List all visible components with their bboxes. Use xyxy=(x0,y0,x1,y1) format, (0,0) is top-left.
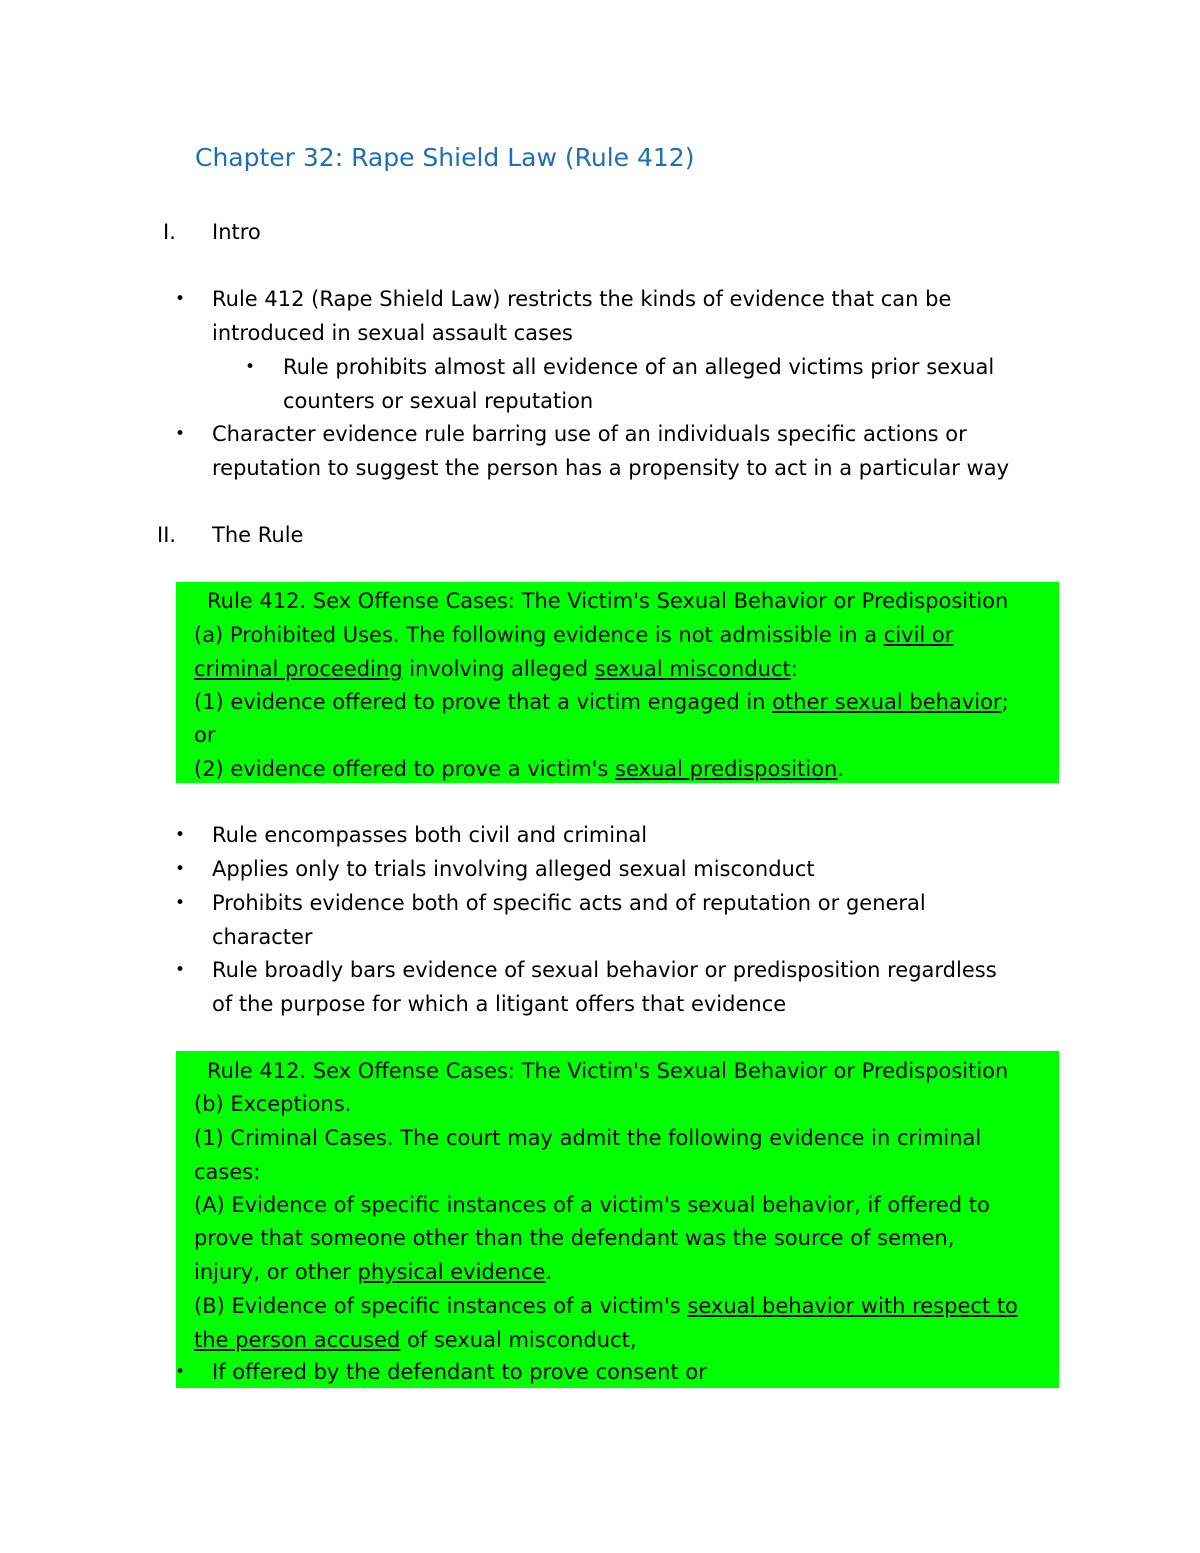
box2-line-8: (B) Evidence of specific instances of a victim's sexual behavior with respect to xyxy=(194,1294,1018,1318)
rule-bullet-1: Rule encompasses both civil and criminal xyxy=(212,823,648,847)
box1-heading: Rule 412. Sex Offense Cases: The Victim's Sexual Behavior or Predisposition xyxy=(207,589,1009,613)
section-heading-intro: Intro xyxy=(212,220,261,244)
intro-bullet-1-line-1: Rule 412 (Rape Shield Law) restricts the kinds of evidence that can be xyxy=(212,287,952,311)
bullet-icon: • xyxy=(175,893,186,913)
box2-line-9: the person accused of sexual misconduct, xyxy=(194,1328,637,1352)
box2-line-5: (A) Evidence of specific instances of a victim's sexual behavior, if offered to xyxy=(194,1193,990,1217)
box1-line-2: (a) Prohibited Uses. The following evidence is not admissible in a civil or xyxy=(194,623,954,647)
box2-heading: Rule 412. Sex Offense Cases: The Victim's Sexual Behavior or Predisposition xyxy=(207,1059,1009,1083)
box2-line-7: injury, or other physical evidence. xyxy=(194,1260,553,1284)
bullet-icon: • xyxy=(175,960,186,980)
box2-line-4: cases: xyxy=(194,1160,261,1184)
box1-line-4: (1) evidence offered to prove that a victim engaged in other sexual behavior; xyxy=(194,690,1009,714)
rule-bullet-4-line-1: Rule broadly bars evidence of sexual behavior or predisposition regardless xyxy=(212,958,997,982)
bullet-icon: • xyxy=(175,1362,186,1382)
rule-bullet-4-line-2: of the purpose for which a litigant offers that evidence xyxy=(212,992,787,1016)
box2-line-3: (1) Criminal Cases. The court may admit the following evidence in criminal xyxy=(194,1126,982,1150)
section-numeral: I. xyxy=(163,220,176,244)
rule-bullet-2: Applies only to trials involving alleged sexual misconduct xyxy=(212,857,815,881)
rule-bullet-3-line-1: Prohibits evidence both of specific acts and of reputation or general xyxy=(212,891,926,915)
bullet-icon: • xyxy=(175,289,186,309)
box1-line-5: or xyxy=(194,723,216,747)
bullet-icon: • xyxy=(175,424,186,444)
intro-bullet-2-line-1: Character evidence rule barring use of an individuals specific actions or xyxy=(212,422,967,446)
bullet-icon: • xyxy=(175,859,186,879)
intro-subbullet-line-2: counters or sexual reputation xyxy=(283,389,594,413)
box2-line-6: prove that someone other than the defendant was the source of semen, xyxy=(194,1226,955,1250)
intro-subbullet-line-1: Rule prohibits almost all evidence of an alleged victims prior sexual xyxy=(283,355,995,379)
intro-bullet-1-line-2: introduced in sexual assault cases xyxy=(212,321,573,345)
bullet-icon: • xyxy=(175,825,186,845)
section-heading-the-rule: The Rule xyxy=(212,523,304,547)
section-numeral: II. xyxy=(157,523,177,547)
box1-line-3: criminal proceeding involving alleged sexual misconduct: xyxy=(194,657,798,681)
box2-line-2: (b) Exceptions. xyxy=(194,1092,352,1116)
rule-bullet-3-line-2: character xyxy=(212,925,313,949)
box1-line-6: (2) evidence offered to prove a victim's sexual predisposition. xyxy=(194,757,845,781)
box2-bullet-line: If offered by the defendant to prove consent or xyxy=(212,1360,707,1384)
sub-bullet-icon: • xyxy=(245,357,256,377)
intro-bullet-2-line-2: reputation to suggest the person has a propensity to act in a particular way xyxy=(212,456,1010,480)
chapter-title: Chapter 32: Rape Shield Law (Rule 412) xyxy=(195,143,695,172)
